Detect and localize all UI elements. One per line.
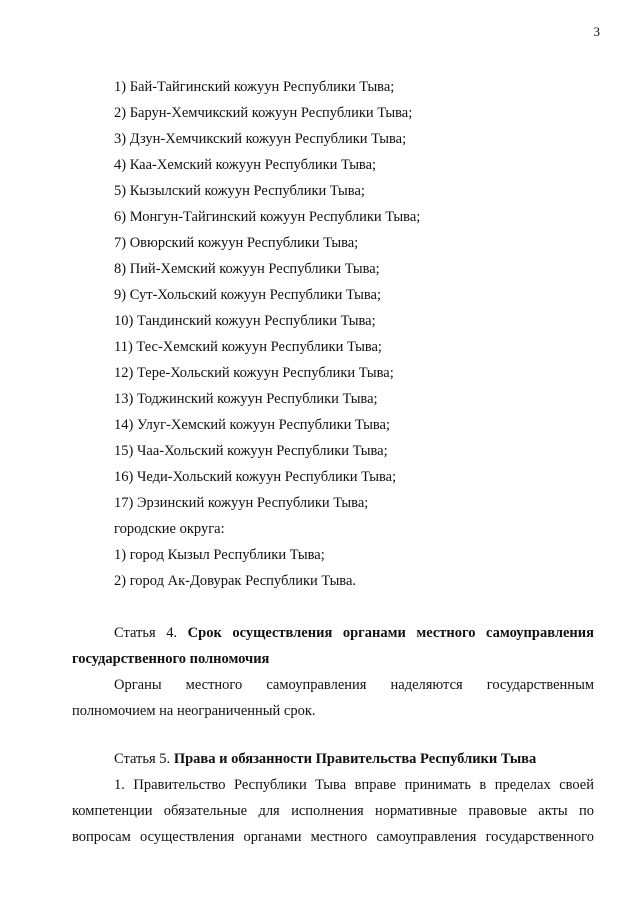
list-item: 14) Улуг-Хемский кожуун Республики Тыва; xyxy=(114,417,391,433)
list-item: 10) Тандинский кожуун Республики Тыва; xyxy=(114,313,376,329)
list-item: 9) Сут-Хольский кожуун Республики Тыва; xyxy=(114,287,381,303)
article-5 xyxy=(72,746,594,850)
article-4 xyxy=(72,620,594,724)
list-item: 17) Эрзинский кожуун Республики Тыва; xyxy=(114,495,369,511)
list-item: 7) Овюрский кожуун Республики Тыва; xyxy=(114,235,359,251)
municipality-list xyxy=(114,74,594,594)
list-item: 15) Чаа-Хольский кожуун Республики Тыва; xyxy=(114,443,388,459)
list-item: 11) Тес-Хемский кожуун Республики Тыва; xyxy=(114,339,382,355)
article-4-heading xyxy=(72,620,594,672)
list-item: 8) Пий-Хемский кожуун Республики Тыва; xyxy=(114,261,380,277)
article-4-title: Срок осуществления органами местного самоуправления государственного полномочия xyxy=(72,625,594,667)
list-item: 4) Каа-Хемский кожуун Республики Тыва; xyxy=(114,157,377,173)
list-item: 5) Кызылский кожуун Республики Тыва; xyxy=(114,183,365,199)
article-5-heading xyxy=(72,746,594,772)
list-item: 6) Монгун-Тайгинский кожуун Республики Тыва; xyxy=(114,209,421,225)
list-item: 12) Тере-Хольский кожуун Республики Тыва; xyxy=(114,365,394,381)
list-item: 13) Тоджинский кожуун Республики Тыва; xyxy=(114,391,378,407)
article-5-paragraph: 1. Правительство Республики Тыва вправе принимать в пределах своей компетенции обязательные для исполнения нормативные правовые акты по вопросам осуществления органами местного самоуправления государственного xyxy=(72,777,594,845)
list-item: 3) Дзун-Хемчикский кожуун Республики Тыва; xyxy=(114,131,407,147)
page-number: 3 xyxy=(593,24,600,39)
list-item: 1) город Кызыл Республики Тыва; xyxy=(114,547,325,563)
article-4-paragraph: Органы местного самоуправления наделяются государственным полномочием на неограниченный срок. xyxy=(72,677,594,719)
list-item: 2) город Ак-Довурак Республики Тыва. xyxy=(114,573,357,589)
list-item: 1) Бай-Тайгинский кожуун Республики Тыва; xyxy=(114,79,395,95)
article-5-prefix: Статья 5. xyxy=(114,751,171,767)
article-4-prefix: Статья 4. xyxy=(114,625,178,641)
urban-districts-heading: городские округа: xyxy=(114,521,225,537)
list-item: 16) Чеди-Хольский кожуун Республики Тыва; xyxy=(114,469,397,485)
list-item: 2) Барун-Хемчикский кожуун Республики Тыва; xyxy=(114,105,413,121)
article-5-title: Права и обязанности Правительства Республики Тыва xyxy=(173,751,537,767)
